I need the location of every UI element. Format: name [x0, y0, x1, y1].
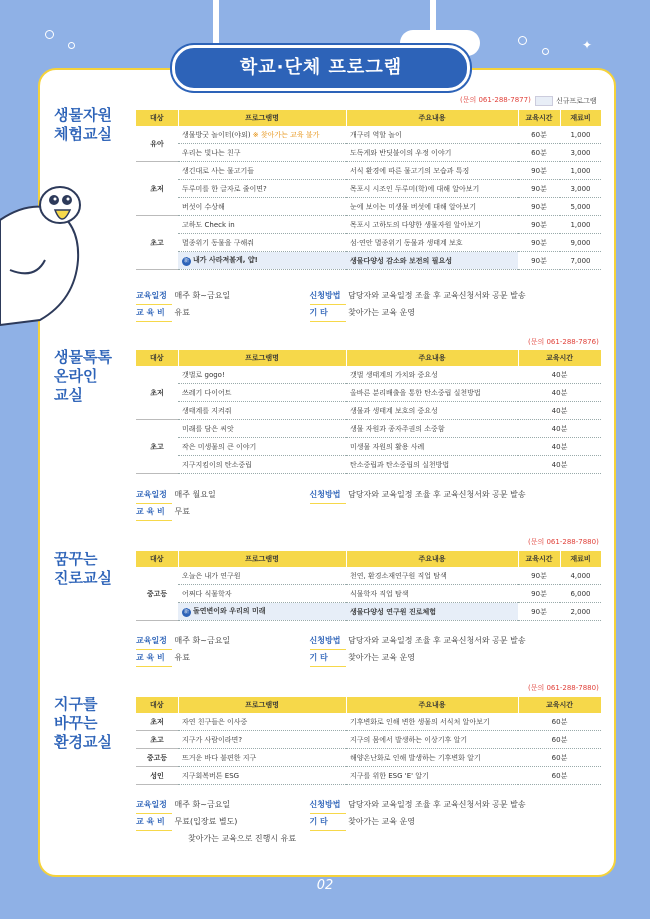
table-header-row: 대상 프로그램명 주요내용 교육시간 재료비 — [136, 551, 601, 567]
decor-circle — [45, 30, 54, 39]
table-row: 초고 미래를 담은 씨앗 생물 자원과 종자주권의 소중함 40분 — [136, 420, 601, 438]
decor-circle — [518, 36, 527, 45]
section-heading: 생물자원 체험교실 — [54, 106, 112, 143]
new-badge-icon: 新 — [183, 609, 189, 615]
section-heading: 지구를 바꾸는 환경교실 — [54, 695, 112, 751]
table-row: 초저 자연 친구들은 이사중 기후변화로 인해 변한 생물의 서식처 알아보기 60분 — [136, 713, 601, 731]
table-row: 중고등 오늘은 내가 연구원 천연, 환경소재연구원 직업 탐색 90분 4,000 — [136, 567, 601, 585]
decor-circle — [68, 42, 75, 49]
contact-1: (문의 061-288-7877) — [460, 96, 531, 104]
table-header-row: 대상 프로그램명 주요내용 교육시간 재료비 — [136, 110, 601, 126]
table-row: 초고 고하도 Check in 목포시 고하도의 다양한 생물자원 알아보기 90분 1,000 — [136, 216, 601, 234]
section-heading: 꿈꾸는 진로교실 — [54, 550, 112, 587]
info-block: 교육일정 매주 화~금요일 신청방법 담당자와 교육일정 조율 후 교육신청서와 공문 발송 교 육 비 유료 기 타 찾아가는 교육 운영 — [136, 288, 601, 322]
table-row: 생태계를 지켜줘 생물과 생태계 보호의 중요성 40분 — [136, 402, 601, 420]
table-header-row: 대상 프로그램명 주요내용 교육시간 — [136, 350, 601, 366]
contact-4: (문의 061-288-7880) — [528, 684, 599, 692]
table-row: 멸종위기 동물을 구해줘 섬·연안 멸종위기 동물과 생태계 보호 90분 9,000 — [136, 234, 601, 252]
program-table — [136, 551, 602, 621]
info-block: 교육일정 매주 화~금요일 신청방법 담당자와 교육일정 조율 후 교육신청서와 공문 발송 교 육 비 무료(입장료 별도) 기 타 찾아가는 교육 운영 찾아가는 교육으로 진행시 유료 — [136, 797, 601, 847]
table-row: 버섯이 수상해 눈에 보이는 미생물 버섯에 대해 알아보기 90분 5,000 — [136, 198, 601, 216]
info-block: 교육일정 매주 화~금요일 신청방법 담당자와 교육일정 조율 후 교육신청서와 공문 발송 교 육 비 유료 기 타 찾아가는 교육 운영 — [136, 633, 601, 667]
contact-2: (문의 061-288-7876) — [528, 338, 599, 346]
table-row: 두루미를 한 글자로 줄이면? 목포시 시조인 두루미(학)에 대해 알아보기 90분 3,000 — [136, 180, 601, 198]
legend-swatch — [535, 96, 553, 106]
table-row: 작은 미생물의 큰 이야기 미생물 자원의 활용 사례 40분 — [136, 438, 601, 456]
table-row: 초저 갯벌로 gogo! 갯벌 생태계의 가치와 중요성 40분 — [136, 366, 601, 384]
bird-mascot-illustration — [0, 180, 100, 330]
new-badge-icon: 新 — [183, 258, 189, 264]
section-heading: 생물톡톡 온라인 교실 — [54, 348, 112, 404]
info-block: 교육일정 매주 월요일 신청방법 담당자와 교육일정 조율 후 교육신청서와 공문 발송 교 육 비 무료 — [136, 487, 601, 521]
table-row: 초저 생긴대로 사는 물고기들 서식 환경에 따른 물고기의 모습과 특징 90분 1,000 — [136, 162, 601, 180]
program-table — [136, 350, 602, 474]
table-row: 우리는 빛나는 친구 도독게와 반딧불이의 우정 이야기 60분 3,000 — [136, 144, 601, 162]
extra-note: 찾아가는 교육으로 진행시 유료 — [188, 834, 297, 843]
decor-circle — [542, 48, 549, 55]
table-row-new: 新 내가 사라져볼게, 얍! 생물다양성 감소와 보전의 필요성 90분 7,000 — [136, 252, 601, 270]
table-row: 성인 지구회복버튼 ESG 지구를 위한 ESG 'E' 알기 60분 — [136, 767, 601, 785]
table-row: 중고등 뜨거운 바다 불편한 지구 해양온난화로 인해 발생하는 기후변화 알기 60분 — [136, 749, 601, 767]
program-table — [136, 110, 602, 270]
legend-label: 신규프로그램 — [556, 97, 597, 105]
table-row: 초고 지구가 사람이라면? 지구의 몸에서 발생하는 이상기후 알기 60분 — [136, 731, 601, 749]
table-header-row: 대상 프로그램명 주요내용 교육시간 — [136, 697, 601, 713]
page-title: 학교·단체 프로그램 — [172, 45, 470, 91]
page-number: 02 — [316, 878, 334, 893]
table-row-new: 新 돌연변이와 우리의 미래 생물다양성 연구원 진로체험 90분 2,000 — [136, 603, 601, 621]
sparkle-icon: ✦ — [582, 38, 593, 52]
contact-3: (문의 061-288-7880) — [528, 538, 599, 546]
table-row: 유아 생물방굿 놀이터(야외) ※ 찾아가는 교육 불가 개구리 역할 놀이 60분 1,000 — [136, 126, 601, 144]
table-row: 어쩌다 식물학자 식물학자 직업 탐색 90분 6,000 — [136, 585, 601, 603]
hanging-string-left — [213, 0, 219, 48]
table-row: 지구지킴이의 탄소중립 탄소중립과 탄소중립의 실천방법 40분 — [136, 456, 601, 474]
program-table — [136, 697, 602, 785]
table-row: 쓰레기 다이어트 올바른 분리배출을 통한 탄소중립 실천방법 40분 — [136, 384, 601, 402]
